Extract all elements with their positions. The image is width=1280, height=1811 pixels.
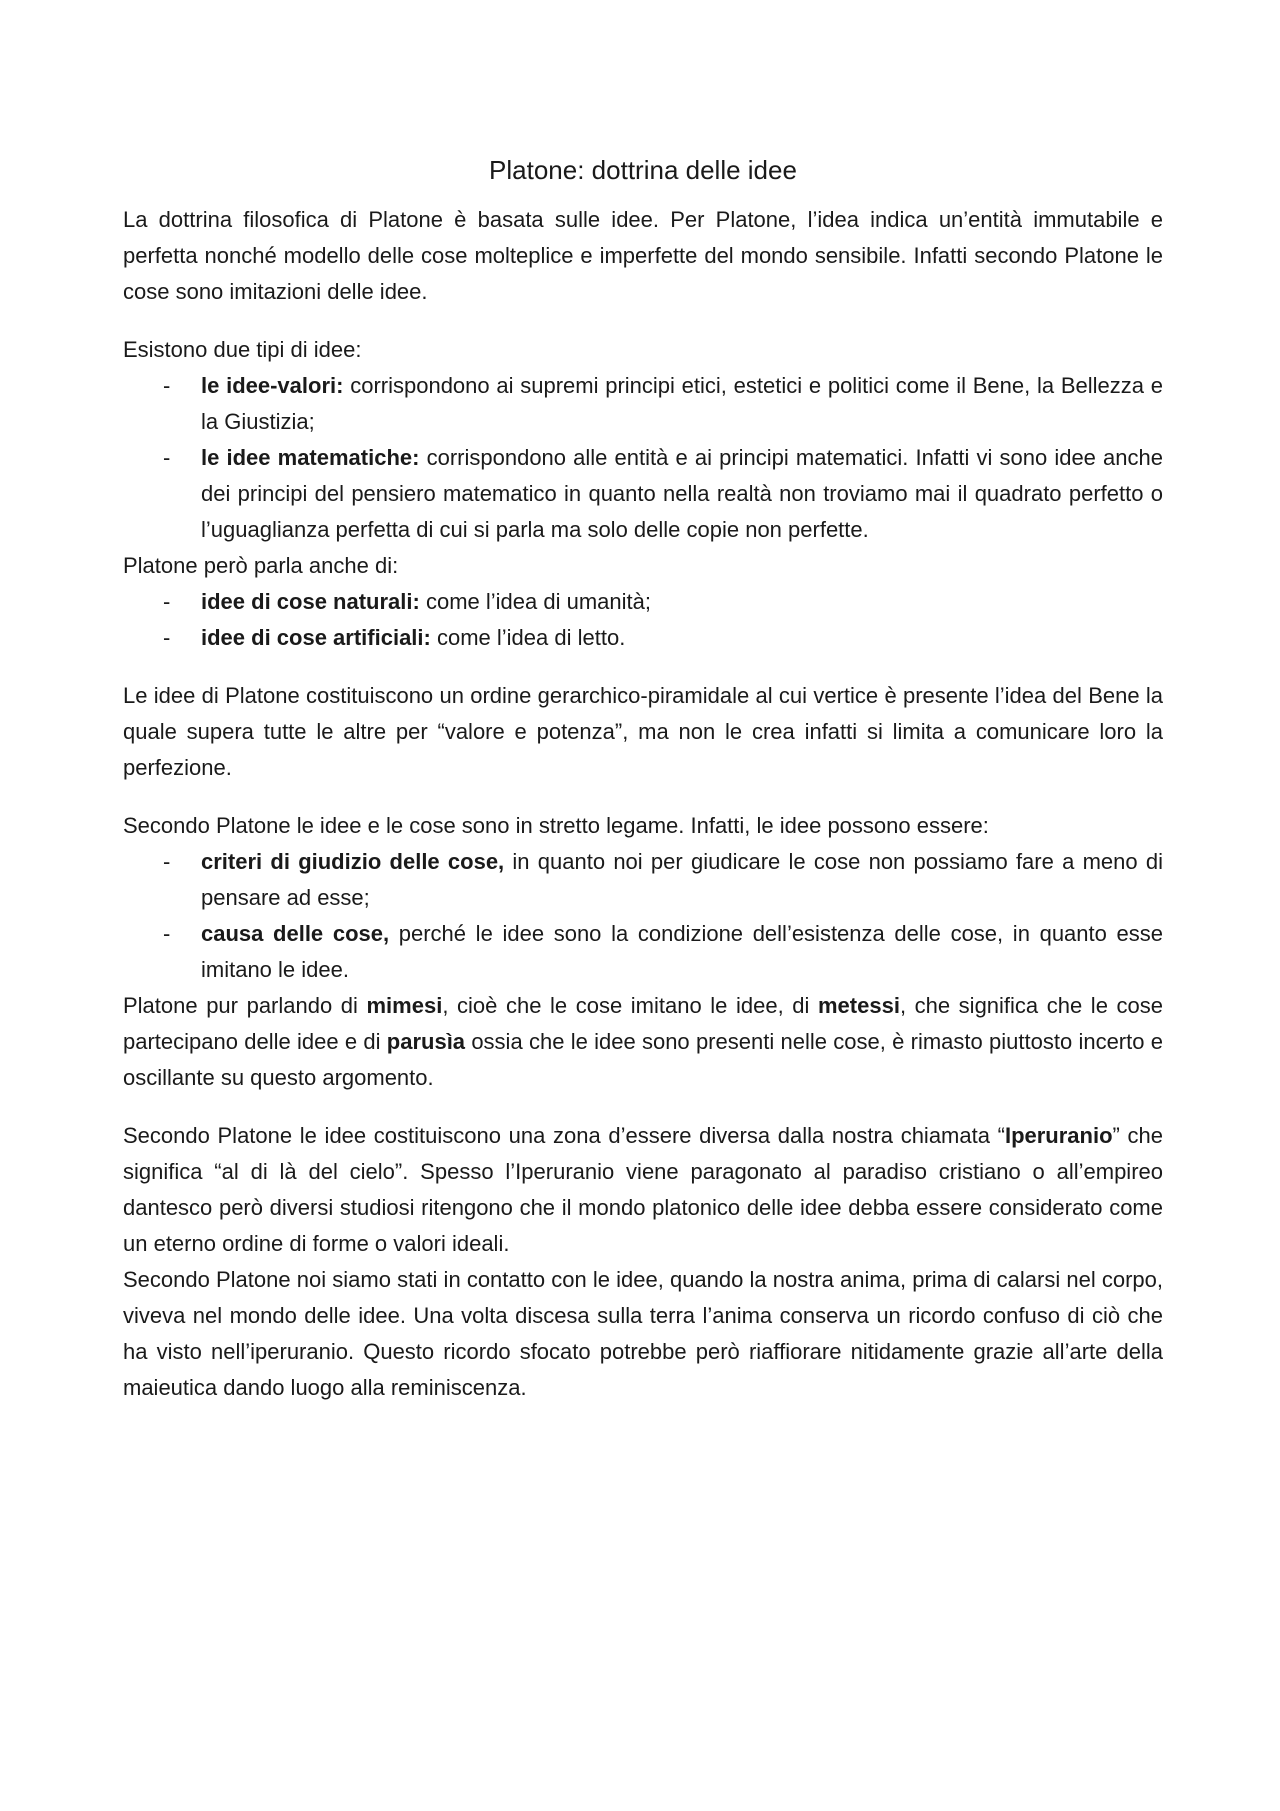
list-item-text: corrispondono ai supremi principi etici, estetici e politici come il Bene, la Bellezza e la Giustizia; (201, 373, 1163, 434)
paragraph-reminiscenza: Secondo Platone noi siamo stati in contatto con le idee, quando la nostra anima, prima di calarsi nel corpo, viveva nel mondo delle idee. Una volta discesa sulla terra l’anima conserva un ricordo confuso di ciò che ha visto nell’iperuranio. Questo ricordo sfocato potrebbe però riaffiorare nitidamente grazie all’arte della maieutica dando luogo alla reminiscenza. (123, 1267, 1163, 1400)
list-item-term: criteri di giudizio delle cose, (201, 849, 505, 874)
text-run: , cioè che le cose imitano le idee, di (442, 993, 818, 1018)
text-run: ossia che le idee sono presenti nelle cose, è rimasto piuttosto incerto e oscillante su questo argomento. (123, 1029, 1163, 1090)
document-body (123, 150, 1163, 1406)
list-item (123, 440, 1163, 548)
list-item-term: le idee matematiche: (201, 445, 420, 470)
term-iperuranio: Iperuranio (1004, 1123, 1113, 1148)
dash-bullet: - (163, 625, 171, 650)
list-other-ideas (123, 584, 1163, 656)
list-ideas-roles (123, 844, 1163, 988)
list-item-term: le idee-valori: (201, 373, 344, 398)
dash-bullet: - (163, 849, 171, 874)
list-item-term: idee di cose naturali: (201, 589, 420, 614)
list-item (123, 368, 1163, 440)
list-item-text: come l’idea di umanità; (419, 589, 651, 614)
list-item (123, 584, 1163, 620)
paragraph-intro: La dottrina filosofica di Platone è basata sulle idee. Per Platone, l’idea indica un’entità immutabile e perfetta nonché modello delle cose molteplice e imperfette del mondo sensibile. Infatti secondo Platone le cose sono imitazioni delle idee. (123, 207, 1163, 304)
dash-bullet: - (163, 589, 171, 614)
paragraph-iperuranio (123, 1118, 1163, 1262)
text-run: ” che significa “al di là del cielo”. Spesso l’Iperuranio viene paragonato al paradiso cristiano o all’empireo dantesco però diversi studiosi ritengono che il mondo platonico delle idee debba essere considerato come un eterno ordine di forme o valori ideali. (123, 1123, 1163, 1256)
list-item-text: in quanto noi per giudicare le cose non possiamo fare a meno di pensare ad esse; (201, 849, 1163, 910)
list-item (123, 916, 1163, 988)
dash-bullet: - (163, 921, 171, 946)
dash-bullet: - (163, 445, 171, 470)
term-metessi: metessi (817, 993, 900, 1018)
list-item-text: perché le idee sono la condizione dell’esistenza delle cose, in quanto esse imitano le idee. (201, 921, 1164, 982)
list-item (123, 844, 1163, 916)
paragraph-ideas-things-intro: Secondo Platone le idee e le cose sono in stretto legame. Infatti, le idee possono essere: (123, 813, 989, 838)
text-run: Platone pur parlando di (123, 993, 367, 1018)
paragraph-mimesi (123, 988, 1163, 1096)
list-item-text: corrispondono alle entità e ai principi matematici. Infatti vi sono idee anche dei principi del pensiero matematico in quanto nella realtà non troviamo mai il quadrato perfetto o l’uguaglianza perfetta di cui si parla ma solo delle copie non perfette. (201, 445, 1163, 542)
paragraph-types-intro: Esistono due tipi di idee: (123, 337, 362, 362)
list-item-term: idee di cose artificiali: (201, 625, 431, 650)
list-idea-types (123, 368, 1163, 548)
term-mimesi: mimesi (366, 993, 443, 1018)
dash-bullet: - (163, 373, 171, 398)
text-run: Secondo Platone le idee costituiscono una zona d’essere diversa dalla nostra chiamata “ (123, 1123, 1005, 1148)
paragraph-other-ideas-intro: Platone però parla anche di: (123, 553, 399, 578)
document-title: Platone: dottrina delle idee (489, 155, 797, 185)
paragraph-hierarchy: Le idee di Platone costituiscono un ordine gerarchico-piramidale al cui vertice è presente l’idea del Bene la quale supera tutte le altre per “valore e potenza”, ma non le crea infatti si limita a comunicare loro la perfezione. (123, 683, 1163, 780)
list-item-term: causa delle cose, (201, 921, 390, 946)
list-item-text: come l’idea di letto. (430, 625, 626, 650)
term-parusia: parusìa (386, 1029, 466, 1054)
text-run: , che significa che le cose partecipano delle idee e di (123, 993, 1163, 1054)
list-item (123, 620, 1163, 656)
